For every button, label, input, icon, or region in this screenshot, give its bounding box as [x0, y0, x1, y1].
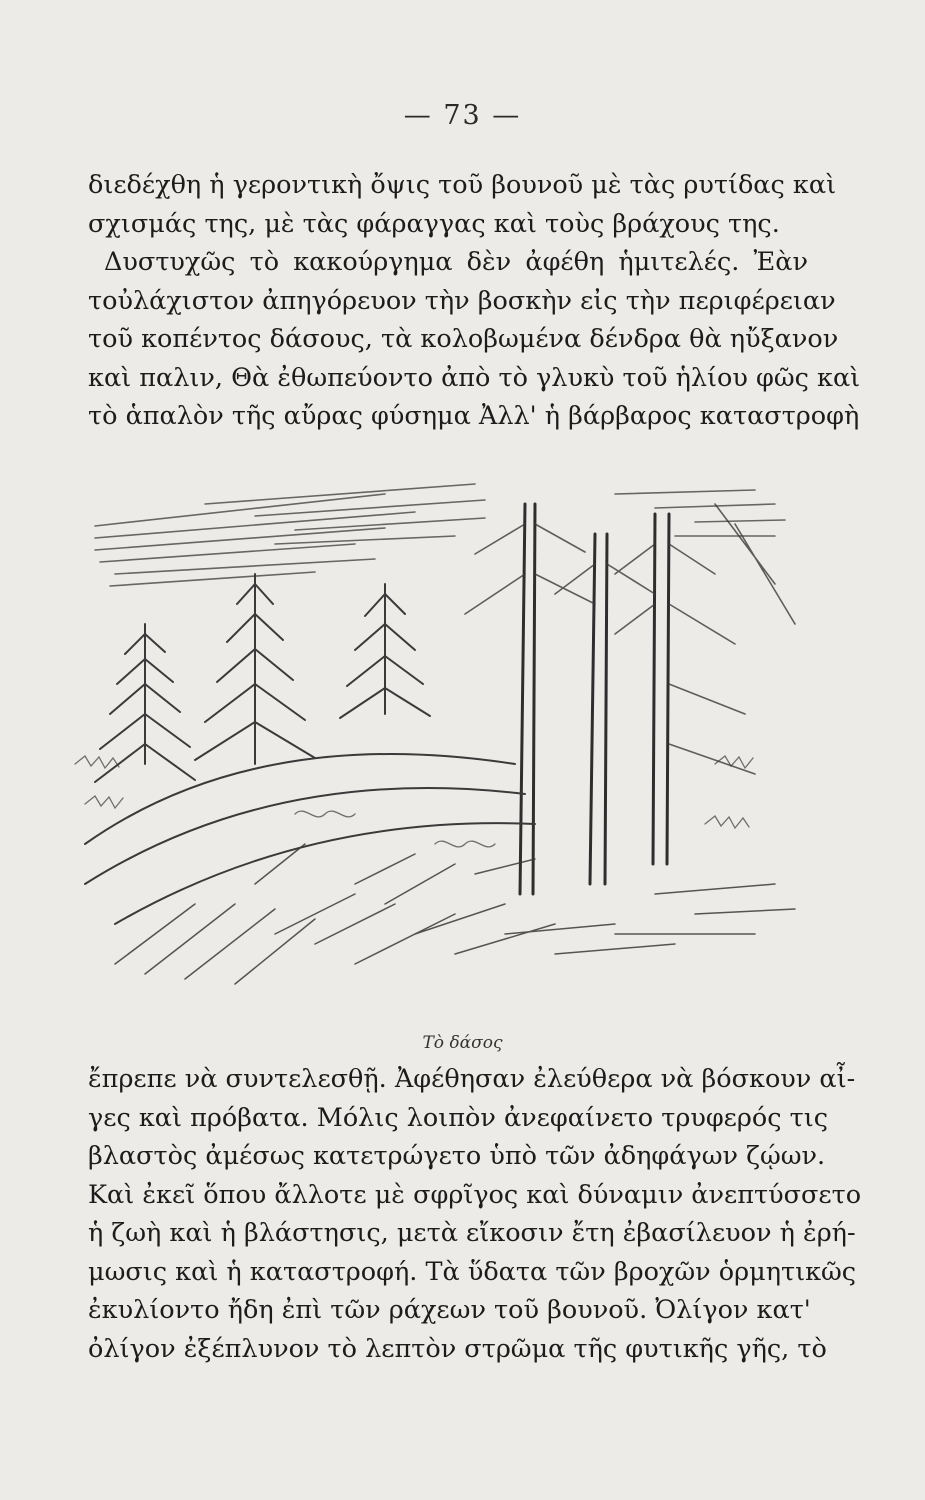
text-line: Καὶ ἐκεῖ ὅπου ἄλλοτε μὲ σφρῖγος καὶ δύναμιν ἀνεπτύσσετο [88, 1179, 862, 1210]
text-line: τὸ ἁπαλὸν τῆς αὔρας φύσημα Ἀλλ' ἡ βάρβαρος καταστροφὴ [88, 401, 860, 431]
text-line: διεδέχθη ἡ γεροντικὴ ὄψις τοῦ βουνοῦ μὲ τὰς ρυτίδας καὶ [88, 170, 837, 200]
text-line: ἐκυλίοντο ἤδη ἐπὶ τῶν ράχεων τοῦ βουνοῦ. Ὀλίγον κατ' [88, 1295, 811, 1325]
text-line: ἔπρεπε νὰ συντελεσθῇ. Ἀφέθησαν ἐλεύθερα νὰ βόσκουν αἶ- [88, 1064, 856, 1094]
figure-caption: Τὸ δάσος [422, 1033, 503, 1053]
page-number: — 73 — [403, 100, 522, 131]
text-line: Δυστυχῶς τὸ κακούργημα δὲν ἀφέθη ἡμιτελές. Ἐὰν [104, 247, 808, 277]
text-line: ἡ ζωὴ καὶ ἡ βλάστησις, μετὰ εἴκοσιν ἔτη ἐβασίλευον ἡ ἐρή- [88, 1218, 856, 1248]
text-block-top [88, 166, 861, 436]
text-line: τοὐλάχιστον ἀπηγόρευον τὴν βοσκὴν εἰς τὴν περιφέρειαν [88, 285, 836, 316]
text-block-bottom [88, 1060, 862, 1368]
text-line: ὀλίγον ἐξέπλυνον τὸ λεπτὸν στρῶμα τῆς φυτικῆς γῆς, τὸ [88, 1333, 827, 1364]
text-line: βλαστὸς ἀμέσως κατετρώγετο ὑπὸ τῶν ἀδηφάγων ζῴων. [88, 1141, 826, 1171]
text-line: γες καὶ πρόβατα. Μόλις λοιπὸν ἀνεφαίνετο τρυφερός τις [88, 1102, 829, 1133]
text-line: τοῦ κοπέντος δάσους, τὰ κολοβωμένα δένδρα θὰ ηὔξανον [88, 324, 839, 354]
text-line: μωσις καὶ ἡ καταστροφή. Τὰ ὕδατα τῶν βροχῶν ὁρμητικῶς [88, 1256, 857, 1287]
forest-engraving-icon [55, 464, 815, 1024]
text-line: σχισμάς της, μὲ τὰς φάραγγας καὶ τοὺς βράχους της. [88, 208, 780, 239]
text-line: καὶ παλιν, Θὰ ἐθωπεύοντο ἀπὸ τὸ γλυκὺ τοῦ ἡλίου φῶς καὶ [88, 362, 861, 393]
